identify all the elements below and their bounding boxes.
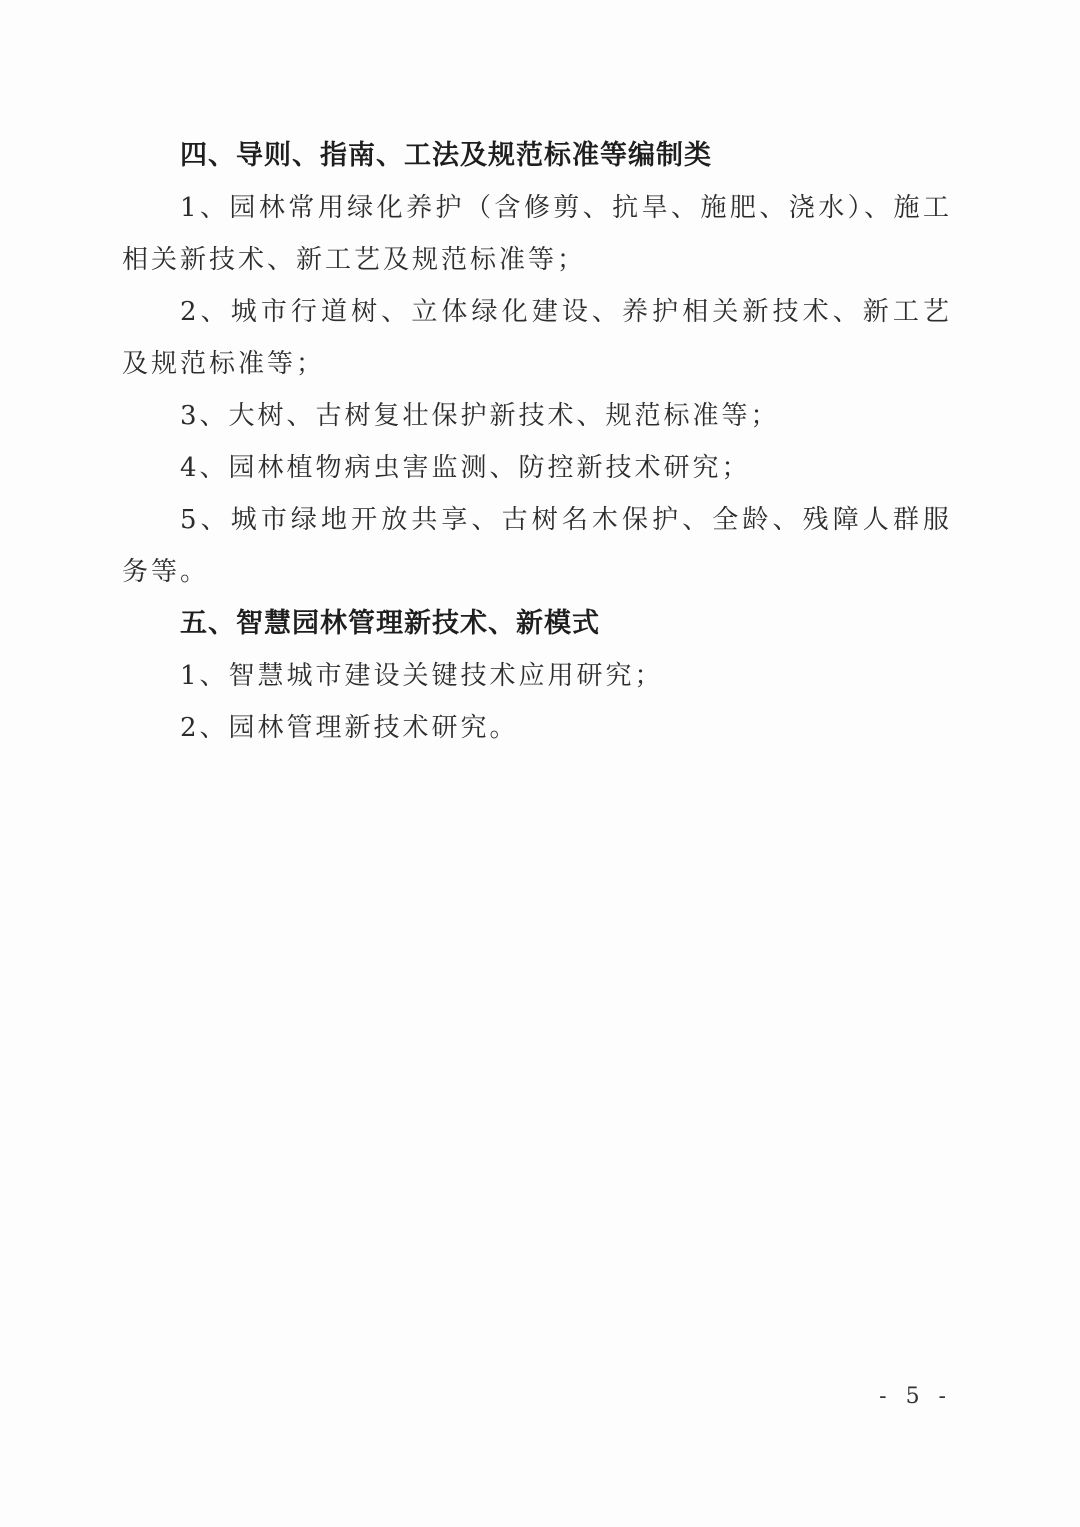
section-heading-5: 五、智慧园林管理新技术、新模式	[180, 608, 600, 639]
section-4-item-4: 4、园林植物病虫害监测、防控新技术研究；	[180, 453, 751, 483]
section-4-item-1: 1、园林常用绿化养护（含修剪、抗旱、施肥、浇水）、施工相关新技术、新工艺及规范标准等；	[122, 193, 952, 275]
section-5-item-1: 1、智慧城市建设关键技术应用研究；	[180, 661, 664, 691]
section-5-item-2: 2、园林管理新技术研究。	[180, 713, 519, 743]
section-4-item-5: 5、城市绿地开放共享、古树名木保护、全龄、残障人群服务等。	[122, 505, 952, 587]
section-4-item-3: 3、大树、古树复壮保护新技术、规范标准等；	[180, 401, 780, 431]
page-number: - 5 -	[879, 1384, 952, 1409]
section-4-item-2: 2、城市行道树、立体绿化建设、养护相关新技术、新工艺及规范标准等；	[122, 297, 952, 379]
document-body	[122, 130, 952, 754]
section-heading-4: 四、导则、指南、工法及规范标准等编制类	[180, 140, 712, 171]
